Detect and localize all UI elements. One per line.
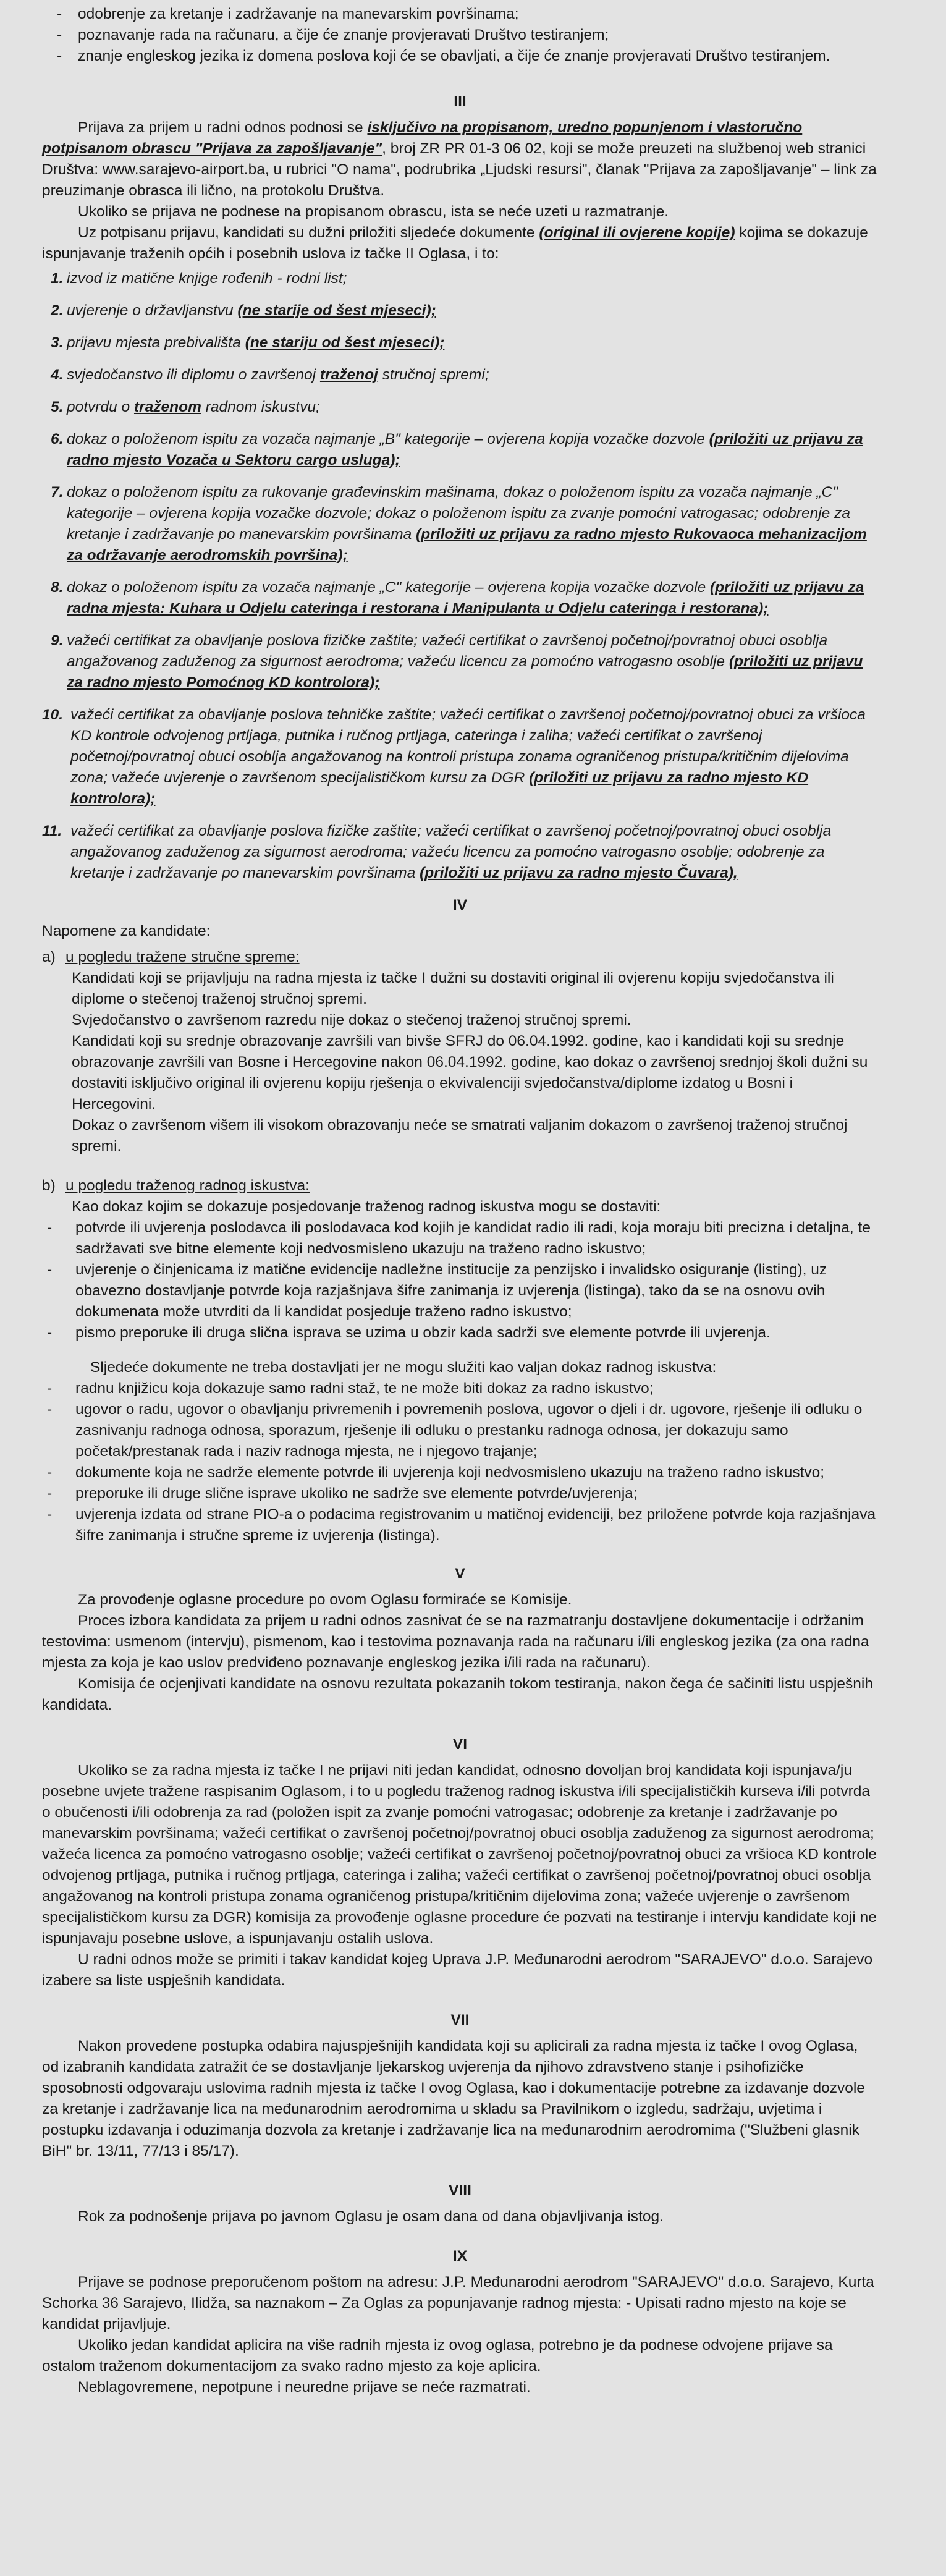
emphasis-text: (priložiti uz prijavu za radna mjesta: Kuhara u Odjelu cateringa i restorana i Manipulanta u Odjelu cateringa i restorana); <box>67 579 864 617</box>
text: radnom iskustvu; <box>205 399 320 415</box>
paragraph <box>42 117 878 201</box>
text: kojima se dokazuje ispunjavanje traženih općih i posebnih uslova iz tačke II Oglasa, i to: <box>42 224 868 262</box>
text: dokaz o položenom ispitu za vozača najmanje „B" kategorije – ovjerena kopija vozačke dozvole <box>67 431 705 447</box>
text: važeći certifikat za obavljanje poslova fizičke zaštite; važeći certifikat o završenoj početnoj/povratnoj obuci osoblja angažovanog zaduženog za sigurnost aerodroma; važeću licencu za pomoćno vatrogasno osoblje; odobrenje za kretanje i zadržavanje po manevarskim površinama <box>70 823 832 881</box>
item-number: 7. <box>51 484 64 501</box>
emphasis-text: (priložiti uz prijavu za radno mjesto Rukovaoca mehanizacijom za održavanje aerodromskih površina); <box>67 526 867 564</box>
emphasis-text: (ne starije od šest mjeseci); <box>237 302 436 319</box>
item-number: 8. <box>51 579 64 596</box>
paragraph: Ukoliko jedan kandidat aplicira na više radnih mjesta iz ovog oglasa, potrebno je da podnese odvojene prijave sa ostalom traženom dokumentacijom za svako radno mjesto za koje aplicira. <box>42 2337 833 2375</box>
section-number: IV <box>452 897 468 913</box>
top-conditions-list <box>42 4 878 67</box>
paragraph: Proces izbora kandidata za prijem u radni odnos zasnivat će se na razmatranju dostavljene dokumentacije i održanim testovima: usmenom (intervju), pismenom, kao i testovima poznavanja rada na računaru i/ili engleskog jezika (za ona radna mjesta za koja je kao uslov predviđeno poznavanje engleskog jezika i/ili rada na računaru). <box>42 1612 869 1671</box>
item-number: 9. <box>51 632 64 649</box>
emphasis-text: (priložiti uz prijavu za radno mjesto Pomoćnog KD kontrolora); <box>67 653 863 691</box>
list-item: - znanje engleskog jezika iz domena poslova koji će se obavljati, a čije će znanje provjeravati Društvo testiranjem. <box>42 46 878 67</box>
note-heading-text: u pogledu tražene stručne spreme: <box>65 949 300 965</box>
emphasis-text: (priložiti uz prijavu za radno mjesto Čuvara), <box>420 865 738 881</box>
list-item <box>42 429 878 471</box>
item-number: 10. <box>42 706 64 723</box>
paragraph: Za provođenje oglasne procedure po ovom Oglasu formiraće se Komisije. <box>78 1591 572 1608</box>
text: potvrdu o <box>67 399 130 415</box>
note-a-heading <box>42 947 878 968</box>
list-item: - ugovor o radu, ugovor o obavljanju privremenih i povremenih poslova, ugovor o djeli i dr. ugovore, rješenje ili odluku o zasnivanju radnoga odnosa, sporazum, rješenje ili odluku o prestanku radnoga odnosa, jer dokazuju samo početak/prestanak rada i naziv radnoga mjesta, ne i njegovo trajanje; <box>42 1399 878 1462</box>
paragraph: Kao dokaz kojim se dokazuje posjedovanje traženog radnog iskustva mogu se dostaviti: <box>72 1198 661 1215</box>
section-viii <box>42 2180 878 2227</box>
paragraph: Dokaz o završenom višem ili visokom obrazovanju neće se smatrati valjanim dokazom o završenoj traženoj stručnoj spremi. <box>72 1117 848 1155</box>
section-iv <box>42 895 878 1546</box>
paragraph <box>42 222 878 265</box>
note-heading-text: u pogledu traženog radnog iskustva: <box>65 1177 310 1194</box>
emphasis-text: traženom <box>133 399 201 415</box>
note-a-body <box>42 968 878 1157</box>
text: dokaz o položenom ispitu za rukovanje građevinskim mašinama, dokaz o položenom ispitu za vozača najmanje „C" kategorije – ovjerena kopija vozačke dozvole; dokaz o položenom ispitu za zvanje pomoćni vatrogasac; odobrenje za kretanje i zadržavanje po manevarskim površinama <box>67 484 850 543</box>
list-item <box>42 577 878 619</box>
text: Prijava za prijem u radni odnos podnosi se <box>78 119 363 136</box>
text: svjedočanstvo ili diplomu o završenoj <box>67 366 316 383</box>
item-number: 5. <box>51 399 64 415</box>
required-documents-list <box>42 268 878 884</box>
item-number: 3. <box>51 334 64 351</box>
emphasis-text: (priložiti uz prijavu za radno mjesto Vozača u Sektoru cargo usluga); <box>67 431 863 468</box>
list-item: - uvjerenja izdata od strane PIO-a o podacima registrovanim u matičnoj evidenciji, bez priložene potvrde koja razjašnjava šifre zanimanja i stručne spreme iz uvjerenja (listinga). <box>42 1504 878 1546</box>
item-number: 1. <box>51 270 64 287</box>
list-item <box>42 630 878 693</box>
list-item: - poznavanje rada na računaru, a čije će znanje provjeravati Društvo testiranjem; <box>42 25 878 46</box>
text: izvod iz matične knjige rođenih - rodni list; <box>67 270 347 287</box>
section-number: VI <box>452 1736 468 1753</box>
paragraph: Rok za podnošenje prijava po javnom Oglasu je osam dana od dana objavljivanja istog. <box>78 2208 664 2225</box>
note-label: b) <box>42 1177 56 1194</box>
section-number: IX <box>452 2248 468 2265</box>
paragraph: Komisija će ocjenjivati kandidate na osnovu rezultata pokazanih tokom testiranja, nakon čega će sačiniti listu uspješnih kandidata. <box>42 1676 873 1713</box>
list-item <box>42 365 878 386</box>
emphasis-text: isključivo na propisanom, uredno popunjenom i vlastoručno potpisanom obrascu "Prijava za zapošljavanje" <box>42 119 803 157</box>
note-b-heading <box>42 1176 878 1197</box>
paragraph: Prijave se podnose preporučenom poštom na adresu: J.P. Međunarodni aerodrom "SARAJEVO" d.o.o. Sarajevo, Kurta Schorka 36 Sarajevo, Ilidža, sa naznakom – Za Oglas za popunjavanje radnog mjesta: - Upisati radno mjesto na koje se kandidat prijavljuje. <box>42 2274 874 2332</box>
text: važeći certifikat za obavljanje poslova tehničke zaštite; važeći certifikat o završenoj početnoj/povratnoj obuci za vršioca KD kontrole odvojenog prtljaga, putnika i ručnog prtljaga, cateringa i zaliha; važeći certifikat o završenoj početnoj/povratnoj obuci osoblja angažovanog na kontroli pristupa zonama ograničenog pristupa/kritičnim dijelovima zona; važeće uvjerenje o završenom specijalističkom kursu za DGR <box>70 706 866 786</box>
list-item: - pismo preporuke ili druga slična isprava se uzima u obzir kada sadrži sve elemente potvrde ili uvjerenja. <box>42 1323 878 1344</box>
note-label: a) <box>42 949 56 965</box>
paragraph: Kandidati koji se prijavljuju na radna mjesta iz tačke I dužni su dostaviti original ili ovjerenu kopiju svjedočanstva ili diplome o stečenoj traženoj stručnoj spremi. <box>72 970 834 1007</box>
section-vi <box>42 1734 878 1991</box>
paragraph: U radni odnos može se primiti i takav kandidat kojeg Uprava J.P. Međunarodni aerodrom "SARAJEVO" d.o.o. Sarajevo izabere sa liste uspješnih kandidata. <box>42 1951 873 1989</box>
emphasis-text: traženoj <box>319 366 378 383</box>
paragraph: Ukoliko se za radna mjesta iz tačke I ne prijavi niti jedan kandidat, odnosno dovoljan broj kandidata koji ispunjava/ju posebne uvjete tražene raspisanim Oglasom, i to u pogledu traženog radnog iskustva i/ili specijalističkih kurseva i/ili potvrda o obučenosti i/ili odobrenja za rad (položen ispit za zvanje pomoćni vatrogasac; odobrenje za kretanje i zadržavanje po manevarskim površinama; važeći certifikat o završenoj početnoj/povratnoj obuci osoblja zaduženog za sigurnost aerodroma; važeća licenca za pomoćno vatrogasno osoblje; važeći certifikat o završenoj početnoj/povratnoj obuci za vršioca KD kontrole odvojenog prtljaga, putnika i ručnog prtljaga, cateringa i zaliha; važeći certifikat o završenoj početnoj/povratnoj obuci osoblja angažovanog na kontroli pristupa zonama ograničenog pristupa/kritičnim dijelovima zona; važeće uvjerenje o završenom specijalističkom kursu za DGR) komisija za provođenje oglasne procedure će pozvati na testiranje i intervju kandidate koji ne ispunjavaju posebne uslove, a ispunjavanju ostalih uslova. <box>42 1762 877 1947</box>
section-number: VIII <box>449 2182 471 2199</box>
item-number: 2. <box>51 302 64 319</box>
paragraph: Svjedočanstvo o završenom razredu nije dokaz o stečenoj traženoj stručnoj spremi. <box>72 1012 631 1028</box>
paragraph: Kandidati koji su srednje obrazovanje završili van bivše SFRJ do 06.04.1992. godine, kao i kandidati koji su srednje obrazovanje završili van Bosne i Hercegovine nakon 06.04.1992. godine, kao dokaz o završenoj srednjoj školi dužni su dostaviti isključivo original ili ovjerenu kopiju rješenja o ekvivalenciji svjedočanstva/diplome izdatog u Bosni i Hercegovini. <box>72 1033 868 1112</box>
paragraph: Nakon provedene postupka odabira najuspješnijih kandidata koji su aplicirali za radna mjesta iz tačke I ovog Oglasa, od izabranih kandidata zatražit će se dostavljanje ljekarskog uvjerenja da njihovo zdravstveno stanje i psihofizičke sposobnosti odgovaraju uslovima radnih mjesta iz tačke I ovog Oglasa, kao i dokumentacije potrebne za izdavanje dozvole za kretanje i zadržavanje lica na međunarodnim aerodromima u skladu sa Pravilnikom o izgledu, sadržaju, uvjetima i postupku izdavanja i oduzimanja dozvola za kretanje i zadržavanje lica na međunarodnim aerodromima ("Službeni glasnik BiH" br. 13/11, 77/13 i 85/17). <box>42 2038 865 2159</box>
list-item: - odobrenje za kretanje i zadržavanje na manevarskim površinama; <box>42 4 878 25</box>
text: , broj ZR PR 01-3 06 02, koji se može preuzeti na službenoj web stranici Društva: www.sarajevo-airport.ba, u rubrici "O nama", podrubrika „Ljudski resursi", članak "Prijava za zapošljavanje" – link za preuzimanje obrasca ili lično, na protokolu Društva. <box>42 140 877 199</box>
list-item: - preporuke ili druge slične isprave ukoliko ne sadrže sve elemente potvrde/uvjerenja; <box>42 1483 878 1504</box>
item-number: 11. <box>42 823 62 839</box>
text: Uz potpisanu prijavu, kandidati su dužni priložiti sljedeće dokumente <box>78 224 535 241</box>
emphasis-text: (original ili ovjerene kopije) <box>539 224 735 241</box>
list-item <box>42 397 878 418</box>
list-item <box>42 482 878 566</box>
list-item: - potvrde ili uvjerenja poslodavca ili poslodavaca kod kojih je kandidat radio ili radi, koja moraju biti precizna i detaljna, te sadržavati sve bitne elemente koji nedvosmisleno ukazuju na traženo radno iskustvo; <box>42 1218 878 1260</box>
text: prijavu mjesta prebivališta <box>67 334 241 351</box>
list-item <box>42 705 878 810</box>
paragraph: Sljedeće dokumente ne treba dostavljati jer ne mogu služiti kao valjan dokaz radnog iskustva: <box>90 1359 717 1376</box>
list-item: - radnu knjižicu koja dokazuje samo radni staž, te ne može biti dokaz za radno iskustvo; <box>42 1378 878 1399</box>
list-item <box>42 300 878 321</box>
emphasis-text: (ne stariju od šest mjeseci); <box>245 334 445 351</box>
text: stručnoj spremi; <box>382 366 489 383</box>
list-item <box>42 268 878 289</box>
list-item: - uvjerenje o činjenicama iz matične evidencije nadležne institucije za penzijsko i invalidsko osiguranje (listing), uz obavezno dostavljanje potvrde koja razjašnjava šifre zanimanja iz uvjerenja (listinga), tako da se na osnovu ovih dokumenata može utvrditi da li kandidat posjeduje traženo radno iskustvo; <box>42 1260 878 1323</box>
section-v <box>42 1564 878 1716</box>
invalid-evidence-list <box>42 1378 878 1546</box>
list-item <box>42 333 878 354</box>
paragraph: Ukoliko se prijava ne podnese na propisanom obrascu, ista se neće uzeti u razmatranje. <box>78 203 669 220</box>
section-number: III <box>454 93 467 110</box>
paragraph: Neblagovremene, nepotpune i neuredne prijave se neće razmatrati. <box>78 2379 531 2396</box>
item-number: 6. <box>51 431 64 447</box>
text: dokaz o položenom ispitu za vozača najmanje „C" kategorije – ovjerena kopija vozačke dozvole <box>67 579 706 596</box>
section-vii <box>42 2010 878 2162</box>
item-number: 4. <box>51 366 64 383</box>
valid-evidence-list <box>42 1218 878 1344</box>
notes-intro: Napomene za kandidate: <box>42 923 211 939</box>
emphasis-text: (priložiti uz prijavu za radno mjesto KD kontrolora); <box>70 769 809 807</box>
section-iii <box>42 91 878 884</box>
section-number: VII <box>450 2012 470 2028</box>
list-item: - dokumente koja ne sadrže elemente potvrde ili uvjerenja koji nedvosmisleno ukazuju na traženo radno iskustvo; <box>42 1462 878 1483</box>
section-number: V <box>455 1566 465 1582</box>
list-item <box>42 821 878 884</box>
text: važeći certifikat za obavljanje poslova fizičke zaštite; važeći certifikat o završenoj početnoj/povratnoj obuci osoblja angažovanog zaduženog za sigurnost aerodroma; važeću licencu za pomoćno vatrogasno osoblje <box>67 632 828 670</box>
section-ix <box>42 2246 878 2398</box>
text: uvjerenje o državljanstvu <box>67 302 234 319</box>
